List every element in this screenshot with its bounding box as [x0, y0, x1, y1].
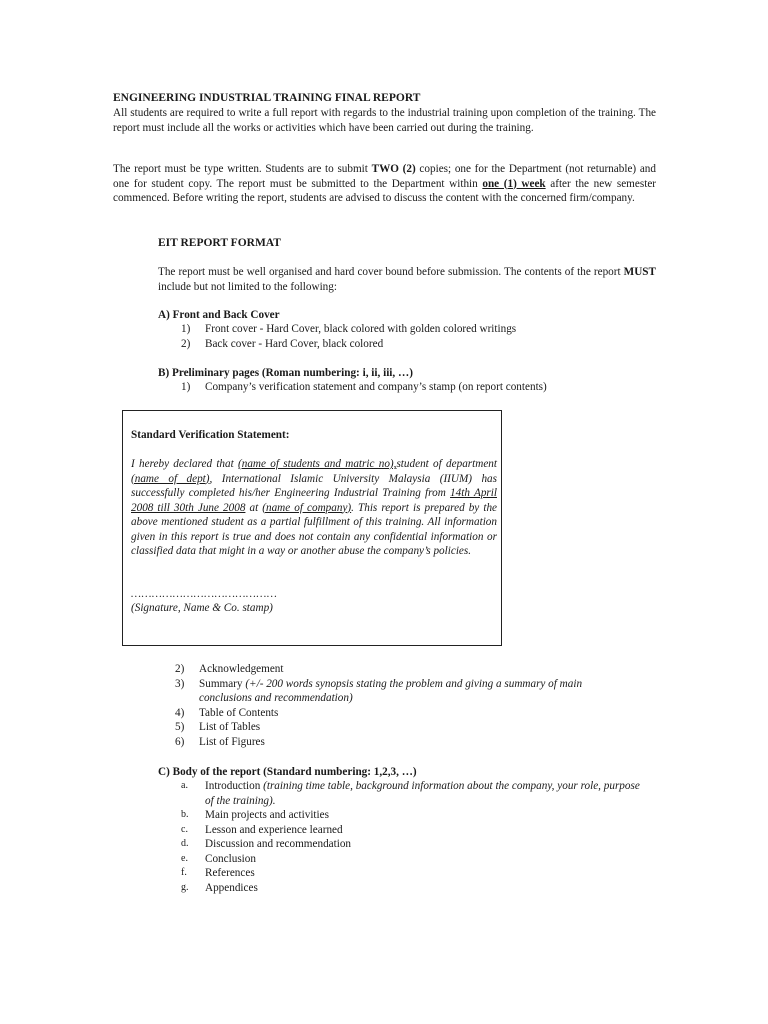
list-item	[181, 808, 651, 823]
list-item	[181, 380, 621, 395]
list-item	[181, 337, 601, 352]
copies-count: TWO (2)	[371, 163, 416, 175]
item-number: 4)	[175, 706, 185, 719]
item-number: 6)	[175, 735, 185, 748]
item-text: Front cover - Hard Cover, black colored with golden colored writings	[205, 323, 517, 335]
item-letter: c.	[181, 823, 188, 835]
item-text: Conclusion	[205, 852, 256, 865]
list-item	[181, 779, 651, 808]
must-emphasis: MUST	[623, 266, 656, 278]
list-item	[175, 706, 615, 721]
item-text: Back cover - Hard Cover, black colored	[205, 337, 384, 350]
signature-label: (Signature, Name & Co. stamp)	[131, 602, 273, 614]
verification-statement-box	[122, 410, 502, 646]
format-text-1: The report must be well organised and hard cover bound before submission. The contents of the report	[158, 266, 624, 278]
item-number: 5)	[175, 721, 185, 733]
section-b-list	[175, 662, 615, 749]
verification-text: . This report is prepared by the above mentioned student as a partial fulfillment of this training. All information given in this report is true and does not contain any confidential information or classified data that might in a way or another abuse the company’s policies.	[131, 501, 498, 557]
item-letter: e.	[181, 852, 188, 864]
item-letter: d.	[181, 838, 189, 849]
item-text: Main projects and activities	[205, 809, 329, 821]
deadline-period: one (1) week	[482, 177, 546, 190]
item-text: Acknowledgement	[199, 663, 284, 675]
format-paragraph	[158, 265, 656, 294]
list-item	[181, 852, 651, 867]
item-letter: f.	[181, 867, 187, 878]
item-text: Lesson and experience learned	[205, 823, 343, 836]
list-item	[181, 866, 651, 881]
verification-text: I hereby declared that	[131, 458, 239, 470]
submission-paragraph	[113, 162, 656, 206]
list-item	[181, 322, 601, 337]
item-number: 1)	[181, 381, 191, 393]
list-item	[175, 735, 615, 750]
list-item	[175, 720, 615, 735]
item-text: Summary	[199, 677, 246, 690]
submission-text-2: copies; one for the Department (not returnable) and one for student copy. The report must be submitted to the Department within	[113, 163, 656, 190]
item-note: (training time table, background information about the company, your role, purpose of the training).	[205, 780, 640, 807]
list-item	[181, 881, 651, 896]
intro-paragraph: All students are required to write a full report with regards to the industrial training upon completion of the training. The report must include all the works or activities which have been carried out during the training.	[113, 107, 656, 134]
section-c-heading: C) Body of the report (Standard numbering: 1,2,3, …)	[158, 766, 417, 778]
item-number: 1)	[181, 323, 191, 335]
item-text: References	[205, 867, 255, 879]
section-a-heading: A) Front and Back Cover	[158, 309, 280, 321]
item-letter: g.	[181, 881, 189, 893]
item-number: 3)	[175, 677, 185, 690]
item-text: List of Tables	[199, 721, 261, 733]
section-a-list	[181, 322, 601, 351]
list-item	[175, 677, 615, 706]
item-letter: a.	[181, 780, 188, 791]
format-text-2: include but not limited to the following:	[158, 280, 337, 293]
placeholder-student: (name of students and matric no),	[238, 458, 397, 470]
item-text: Discussion and recommendation	[205, 838, 352, 850]
verification-body	[131, 457, 497, 559]
list-item	[181, 837, 651, 852]
section-b-first-item	[181, 380, 621, 395]
verification-title: Standard Verification Statement:	[131, 429, 290, 441]
item-note: (+/- 200 words synopsis stating the problem and giving a summary of main conclusions and recommendation)	[199, 677, 583, 704]
document-title: ENGINEERING INDUSTRIAL TRAINING FINAL REPORT	[113, 92, 421, 104]
item-text: Company’s verification statement and company’s stamp (on report contents)	[205, 381, 547, 393]
section-c-list	[181, 779, 651, 895]
item-text: List of Figures	[199, 735, 265, 748]
item-text: Table of Contents	[199, 706, 279, 719]
verification-text: student of department	[396, 458, 497, 470]
item-letter: b.	[181, 809, 189, 820]
list-item	[181, 823, 651, 838]
item-text: Introduction	[205, 780, 264, 792]
signature-line: ……………………………………	[131, 588, 278, 600]
placeholder-company: (name of company)	[262, 501, 352, 514]
item-number: 2)	[181, 337, 191, 350]
verification-text: , International Islamic University Malaysia (IIUM) has successfully completed his/her Engineering Industrial Training from	[131, 472, 497, 499]
placeholder-dept: (name of dept)	[131, 472, 210, 485]
submission-text-3: after the new semester commenced. Before writing the report, students are advised to discuss the content with the concerned firm/company.	[113, 177, 657, 204]
list-item	[175, 662, 615, 677]
placeholder-dates: 14th April 2008 till 30th June 2008	[131, 487, 497, 514]
item-text: Appendices	[205, 881, 258, 894]
format-title: EIT REPORT FORMAT	[158, 237, 281, 249]
item-number: 2)	[175, 663, 185, 675]
verification-text: at	[245, 501, 263, 514]
submission-text-1: The report must be type written. Students are to submit	[113, 163, 372, 175]
section-b-heading: B) Preliminary pages (Roman numbering: i, ii, iii, …)	[158, 367, 413, 379]
